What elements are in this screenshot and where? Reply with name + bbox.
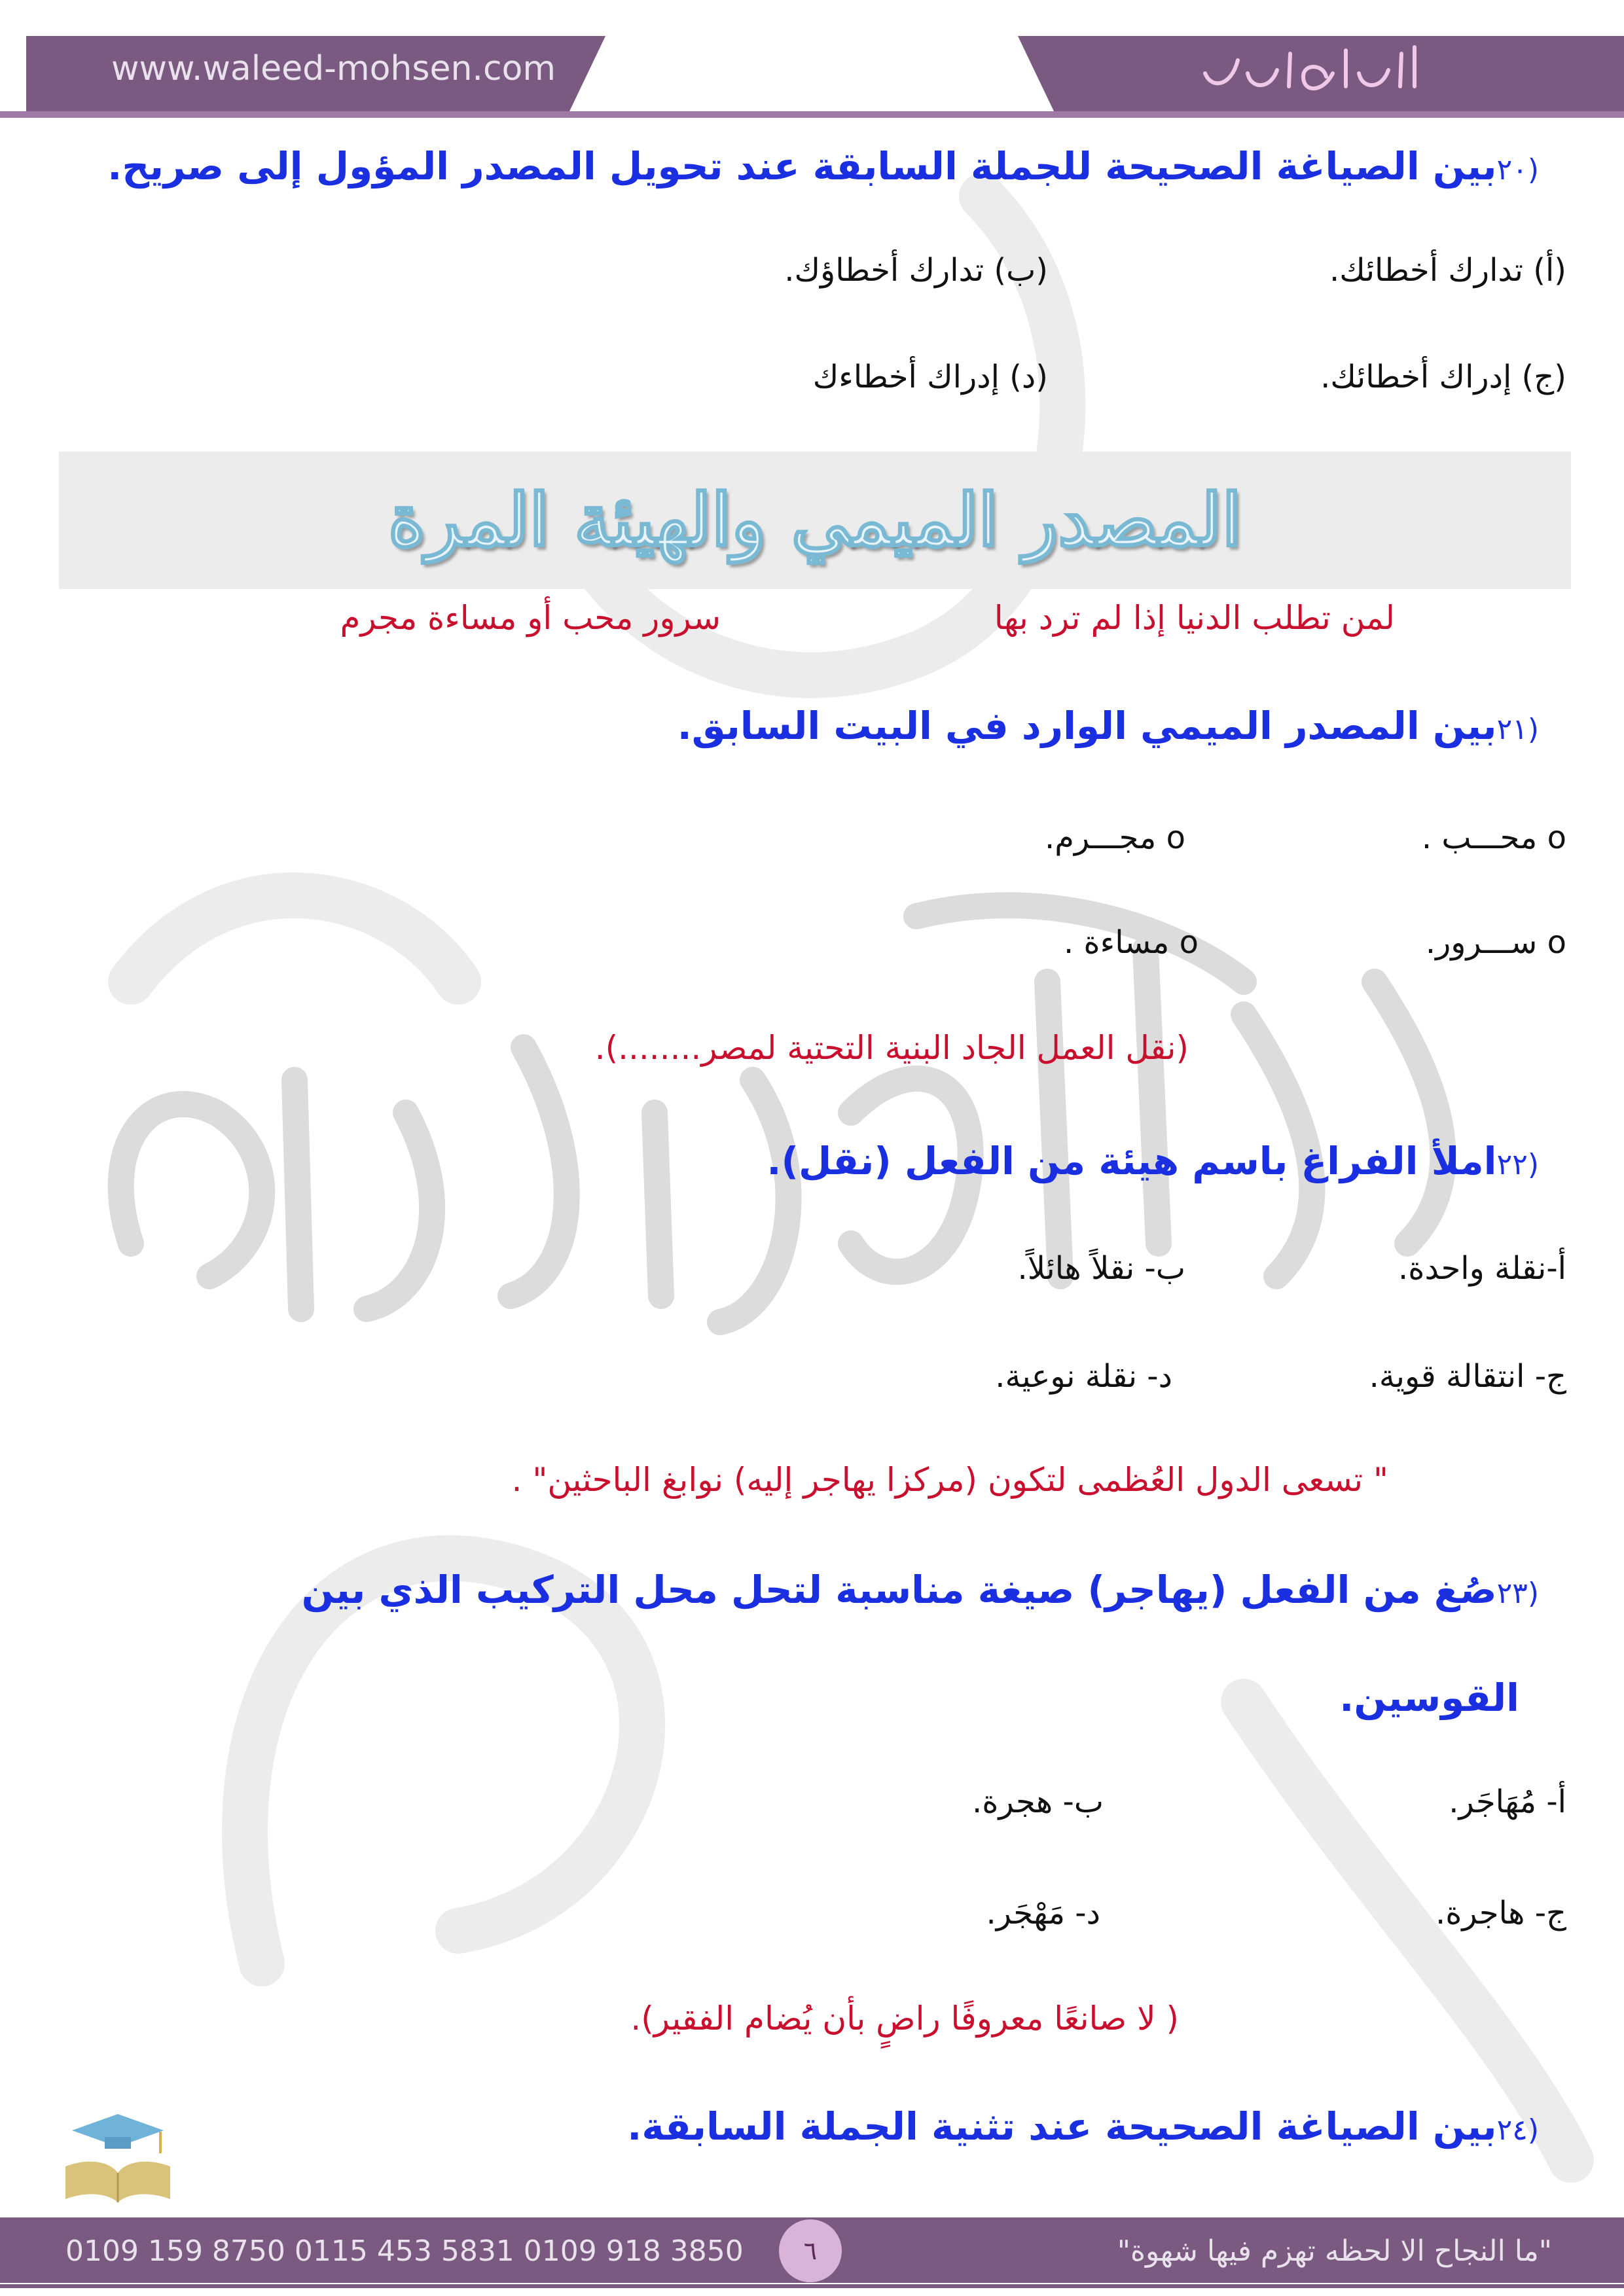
question-20 xyxy=(107,144,1539,188)
question-number: (٢١ xyxy=(1496,713,1539,746)
section-title: المصدر الميمي والهيئة المرة xyxy=(388,478,1242,562)
question-24 xyxy=(627,2104,1539,2149)
graduation-book-icon xyxy=(52,2108,183,2212)
page-number: ٦ xyxy=(779,2219,842,2282)
question-text-line-1: صُغ من الفعل (يهاجر) صيغة مناسبة لتحل محل التركيب الذي بين xyxy=(301,1568,1497,1612)
option-a[interactable]: أ- مُهَاجَر. xyxy=(1449,1784,1566,1820)
logo xyxy=(1192,41,1428,99)
question-text-line-2: القوسين. xyxy=(1339,1676,1519,1720)
sentence-24: ( لا صانعًا معروفًا راضٍ بأن يُضام الفقير). xyxy=(630,2000,1179,2037)
question-22 xyxy=(767,1139,1539,1183)
question-21 xyxy=(677,704,1539,748)
footer-underline xyxy=(0,2284,1624,2288)
option-a[interactable]: o محـــب . xyxy=(1421,819,1566,856)
question-number: (٢٠ xyxy=(1496,153,1539,187)
phone-numbers: 0109 159 8750 0115 453 5831 0109 918 3850 xyxy=(65,2234,744,2268)
verse-second-half: سرور محب أو مساءة مجرم xyxy=(340,599,721,637)
option-d[interactable]: د- نقلة نوعية. xyxy=(995,1358,1172,1395)
option-c[interactable]: o ســـرور. xyxy=(1425,924,1566,961)
question-text: املأ الفراغ باسم هيئة من الفعل (نقل). xyxy=(767,1139,1497,1183)
question-number: (٢٢ xyxy=(1496,1148,1539,1181)
option-d[interactable]: o مساءة . xyxy=(1063,924,1199,961)
option-c[interactable]: ج- هاجرة. xyxy=(1435,1895,1566,1931)
option-b[interactable]: o مجـــرم. xyxy=(1045,819,1185,856)
question-23 xyxy=(302,1568,1539,1612)
footer-quote: "ما النجاح الا لحظه تهزم فيها شهوة" xyxy=(1117,2234,1552,2268)
question-number: (٢٤ xyxy=(1496,2113,1539,2147)
question-number: (٢٣ xyxy=(1496,1577,1539,1610)
option-b[interactable]: ب- نقلاً هائلاً. xyxy=(1017,1250,1185,1287)
website-url[interactable]: www.waleed-mohsen.com xyxy=(111,49,556,88)
question-text: بين الصياغة الصحيحة عند تثنية الجملة السابقة. xyxy=(627,2104,1497,2149)
option-d[interactable]: د- مَهْجَر. xyxy=(986,1895,1100,1931)
question-text: بين المصدر الميمي الوارد في البيت السابق. xyxy=(677,704,1497,748)
option-c[interactable]: ج- انتقالة قوية. xyxy=(1369,1358,1566,1395)
option-a[interactable]: (أ) تدارك أخطائك. xyxy=(1329,252,1566,289)
option-d[interactable]: (د) إدراك أخطاءك xyxy=(812,359,1048,395)
sentence-22: (نقل العمل الجاد البنية التحتية لمصر........). xyxy=(594,1029,1189,1067)
option-b[interactable]: ب- هجرة. xyxy=(972,1784,1104,1820)
option-b[interactable]: (ب) تدارك أخطاؤك. xyxy=(784,252,1048,289)
option-a[interactable]: أ-نقلة واحدة. xyxy=(1398,1250,1566,1287)
verse-first-half: لمن تطلب الدنيا إذا لم ترد بها xyxy=(994,599,1395,637)
sentence-23: " تسعى الدول العُظمى لتكون (مركزا يهاجر إليه) نوابغ الباحثين" . xyxy=(511,1461,1388,1499)
option-c[interactable]: (ج) إدراك أخطائك. xyxy=(1320,359,1566,395)
question-text: بين الصياغة الصحيحة للجملة السابقة عند تحويل المصدر المؤول إلى صريح. xyxy=(107,144,1497,188)
